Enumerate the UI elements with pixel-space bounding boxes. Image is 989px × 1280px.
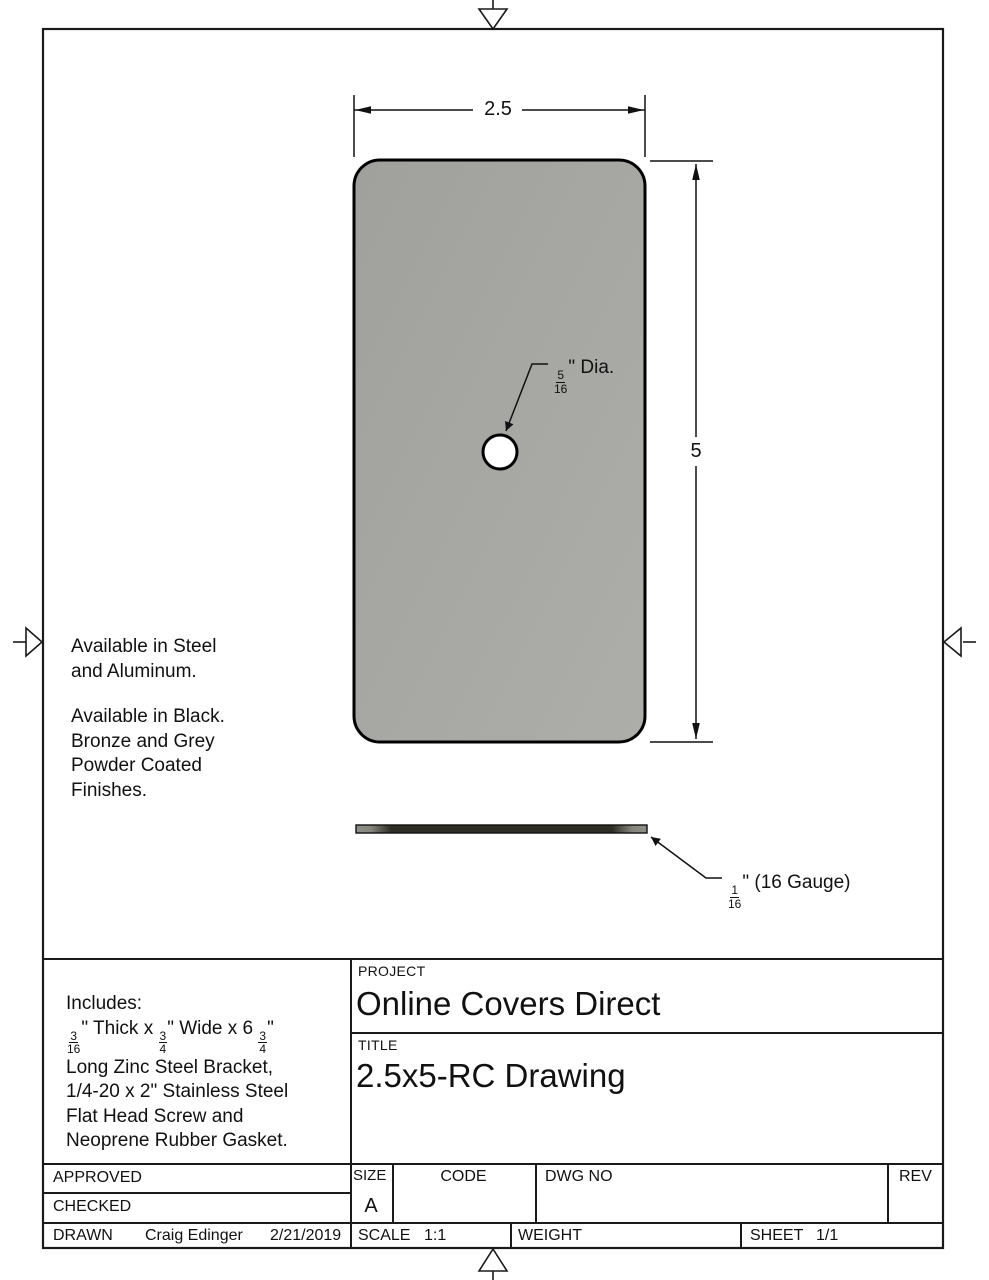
size-label: SIZE	[353, 1167, 387, 1184]
note-line: Available in Steel	[71, 636, 217, 657]
includes-heading: Includes:	[66, 993, 143, 1014]
includes-line: Flat Head Screw and	[66, 1105, 244, 1127]
scale-weight-divider	[510, 1222, 512, 1248]
note-line: and Aluminum.	[71, 660, 197, 682]
dwg-no-label: DWG NO	[545, 1168, 613, 1185]
gauge-thickness-callout	[727, 872, 851, 910]
note-line: Powder Coated	[71, 755, 202, 776]
registration-mark-right	[944, 628, 976, 656]
includes-spec-line	[66, 1017, 346, 1056]
rev-label: REV	[899, 1168, 932, 1185]
title-block-mid-line	[43, 1163, 943, 1165]
hole-diameter-suffix: " Dia.	[568, 357, 615, 378]
registration-mark-top	[479, 0, 507, 29]
title-value: 2.5x5-RC Drawing	[356, 1057, 626, 1094]
drawn-date-value: 2/21/2019	[270, 1227, 342, 1244]
width-dim-arrow-right	[628, 106, 644, 114]
material-note-1	[71, 635, 216, 684]
material-note-2	[71, 705, 225, 803]
bottom-row-top-line	[43, 1222, 943, 1224]
sheet-value: 1/1	[816, 1227, 839, 1244]
spec-fraction-1: $\frac{3}{16}$	[67, 1028, 81, 1057]
weight-sheet-divider	[740, 1222, 742, 1248]
drawn-by-value: Craig Edinger	[145, 1227, 243, 1244]
includes-line: Neoprene Rubber Gasket.	[66, 1130, 288, 1152]
gauge-fraction: $\frac{1}{16}$	[728, 883, 742, 911]
registration-mark-bottom	[479, 1249, 507, 1280]
approved-label: APPROVED	[53, 1169, 142, 1186]
gauge-callout-leader	[651, 837, 722, 878]
hole-diameter-callout	[553, 357, 614, 395]
gauge-suffix: " (16 Gauge)	[742, 872, 851, 893]
title-block-top-line	[43, 958, 943, 960]
plate-side-view	[356, 825, 647, 833]
includes-note	[66, 992, 346, 1154]
includes-line: Long Zinc Steel Bracket,	[66, 1056, 273, 1078]
drawn-label: DRAWN	[53, 1227, 113, 1244]
spec-fraction-3: $\frac{3}{4}$	[259, 1028, 267, 1057]
code-label: CODE	[440, 1168, 487, 1185]
mounting-hole	[483, 435, 517, 469]
width-dimension-text: 2.5	[484, 98, 512, 120]
dwgno-rev-divider	[887, 1163, 889, 1224]
spec-text-2: " Wide x 6	[167, 1017, 259, 1039]
project-label: PROJECT	[358, 963, 426, 979]
code-dwgno-divider	[535, 1163, 537, 1224]
title-label: TITLE	[358, 1037, 398, 1053]
height-dim-arrow-top	[692, 164, 700, 180]
spec-text-3: "	[267, 1017, 274, 1039]
includes-line: 1/4-20 x 2" Stainless Steel	[66, 1081, 289, 1103]
size-value: A	[364, 1195, 378, 1217]
spec-text-1: " Thick x	[81, 1017, 159, 1039]
height-dimension-text: 5	[690, 440, 702, 462]
registration-mark-left	[13, 628, 42, 656]
note-line: Finishes.	[71, 779, 148, 801]
sheet-label: SHEET	[750, 1227, 804, 1244]
note-line: Available in Black.	[71, 706, 225, 727]
height-dim-arrow-bottom	[692, 723, 700, 739]
checked-label: CHECKED	[53, 1198, 132, 1215]
scale-label: SCALE	[358, 1227, 411, 1244]
project-value: Online Covers Direct	[356, 985, 661, 1022]
spec-fraction-2: $\frac{3}{4}$	[159, 1028, 167, 1057]
hole-diameter-fraction: $\frac{5}{16}$	[554, 368, 568, 396]
project-title-divider	[350, 1032, 943, 1034]
approved-checked-divider	[43, 1192, 350, 1194]
note-line: Bronze and Grey	[71, 730, 215, 752]
scale-value: 1:1	[424, 1227, 447, 1244]
width-dim-arrow-left	[355, 106, 371, 114]
weight-label: WEIGHT	[518, 1227, 582, 1244]
